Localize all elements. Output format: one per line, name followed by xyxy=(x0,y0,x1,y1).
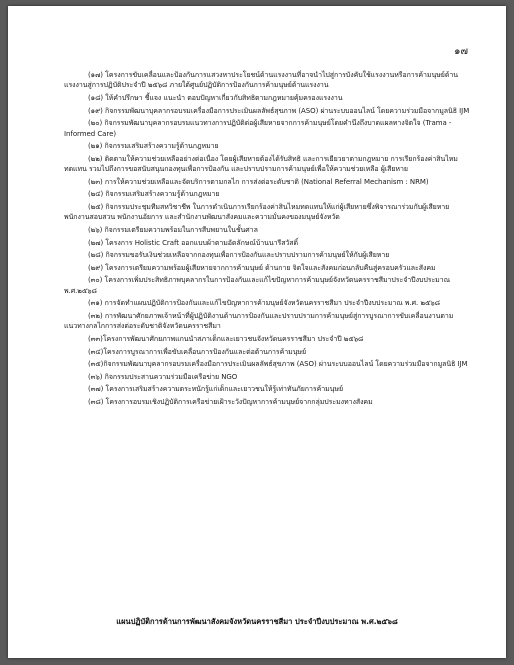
list-item: (๑๗) โครงการขับเคลื่อนและป้องกันการแสวงหาประโยชน์ด้านแรงงานที่อาจนำไปสู่การบังคับใช้แรงงานหรือการค้ามนุษย์ด้านแรงงานสู่การปฏิบัติประจำปี ๒๕๖๘ ภายใต้ศูนย์ปฏิบัติการป้องกันการค้ามนุษย์ด้านแรงงาน xyxy=(64,71,458,90)
list-item: (๓๔)โครงการบูรณาการเพื่อขับเคลื่อนการป้องกันและต่อต้านการค้ามนุษย์ xyxy=(88,347,307,356)
document-page xyxy=(8,6,506,658)
list-item: (๑๘) ให้คำปรึกษา ชี้แจง แนะนำ ตอบปัญหาเกี่ยวกับสิทธิตามกฎหมายคุ้มครองแรงงาน xyxy=(88,94,343,102)
list-item: (๓๒) การพัฒนาศักยภาพเจ้าหน้าที่ผู้ปฏิบัติงานด้านการป้องกันและปราบปรามการค้ามนุษย์สู่การบูรณาการขับเคลื่อนงานตามแนวทางกลไกการส่งต่อระดับชาติจังหวัดนครราชสีมา xyxy=(64,311,454,331)
body-text xyxy=(64,70,476,410)
list-item: (๒๙) โครงการเตรียมความพร้อมผู้เสียหายจากการค้ามนุษย์ ด้านกาย จิตใจและสังคมก่อนกลับคืนสู่ครอบครัวและสังคม xyxy=(88,263,436,272)
list-item: (๓๕)กิจกรรมพัฒนาบุคลากรอบรมเครื่องมือการประเมินผลลัพธ์สุขภาพ (ASO) ผ่านระบบออนไลน์ โดยความร่วมมือจากมูลนิธิ IJM xyxy=(88,360,468,369)
list-item: (๒๒) ติดตามให้ความช่วยเหลืออย่างต่อเนื่อง โดยผู้เสียหายต้องได้รับสิทธิ และการเยียวยาตามกฎหมาย การเรียกร้องค่าสินไหม ทดแทน รวมไปถึงการขอสนับสนุนกองทุนเพื่อการป้องกัน และปราบปรามการค้ามนุษย์เพื่อให้ความช่วยเหลือ ผู้เสียหาย xyxy=(64,154,458,174)
list-item: (๒๑) กิจกรรมเสริมสร้างความรู้ด้านกฎหมาย xyxy=(88,142,219,151)
list-item: (๒๓) การให้ความช่วยเหลือและจัดบริการตามกลไก การส่งต่อระดับชาติ (National Referral Mechanism : NRM) xyxy=(88,177,429,186)
list-item: (๓๓)โครงการพัฒนาศักยภาพแกนนำสภาเด็กและเยาวชนจังหวัดนครราชสีมา ประจำปี ๒๕๖๘ xyxy=(88,334,364,343)
page-number: ๑๗ xyxy=(454,46,468,57)
list-item: (๒๖) กิจกรรมเตรียมความพร้อมในการสืบพยานในชั้นศาล xyxy=(88,225,258,234)
list-item: (๓๐) โครงการเพิ่มประสิทธิภาพบุคลากรในการป้องกันและแก้ไขปัญหาการค้ามนุษย์จังหวัดนครราชสีมาประจำปีงบประมาณ พ.ศ.๒๕๖๘ xyxy=(64,276,451,295)
page-footer: แผนปฏิบัติการด้านการพัฒนาสังคมจังหวัดนครราชสีมา ประจำปีงบประมาณ พ.ศ.๒๕๖๘ xyxy=(116,617,398,626)
list-item: (๒๔) กิจกรรมเสริมสร้างความรู้ด้านกฎหมาย xyxy=(88,190,220,199)
list-item: (๑๙) กิจกรรมพัฒนาบุคลากรอบรมเครื่องมือการประเมินผลลัพธ์สุขภาพ (ASO) ผ่านระบบออนไลน์ โดยความร่วมมือจากมูลนิธิ IJM xyxy=(88,106,470,115)
list-item: (๓๖) กิจกรรมประสานความร่วมมือเครือข่าย NGO xyxy=(88,372,238,381)
list-item: (๓๘) โครงการอบรมเชิงปฏิบัติการเครือข่ายเฝ้าระวังปัญหาการค้ามนุษย์จากกลุ่มประมงทางสังคม xyxy=(88,397,373,406)
list-item: (๓๑) การจัดทำแผนปฏิบัติการป้องกันและแก้ไขปัญหาการค้ามนุษย์จังหวัดนครราชสีมา ประจำปีงบประมาณ พ.ศ. ๒๕๖๘ xyxy=(88,299,440,308)
list-item: (๒๐) กิจกรรมพัฒนาบุคลากรอบรมแนวทางการปฏิบัติต่อผู้เสียหายจากการค้ามนุษย์โดยคำนึงถึงบาดแผลทางจิตใจ (Trama -Informed Care) xyxy=(64,119,452,138)
list-item: (๓๗) โครงการเสริมสร้างความตระหนักรู้แก่เด็กและเยาวชนให้รู้เท่าทันภัยการค้ามนุษย์ xyxy=(88,385,344,394)
list-item: (๒๘) กิจกรรมขอรับเงินช่วยเหลือจากกองทุนเพื่อการป้องกันและปราบปรามการค้ามนุษย์ให้กับผู้เสียหาย xyxy=(88,251,390,260)
list-item: (๒๕) กิจกรรมประชุมทีมสหวิชาชีพ ในการดำเนินการเรียกร้องค่าสินไหมทดแทนให้แก่ผู้เสียหายซึ่งพิจารณาร่วมกับผู้เสียหาย พนักงานสอบสวน พนักงานอัยการ และสำนักงานพัฒนาสังคมและความมั่นคงของมนุษย์จังหวัด xyxy=(64,202,450,222)
list-item: (๒๗) โครงการ Holistic Craft ออกแบบผ้าตามอัตลักษณ์บ้านนารีสวัสดิ์ xyxy=(88,238,299,247)
